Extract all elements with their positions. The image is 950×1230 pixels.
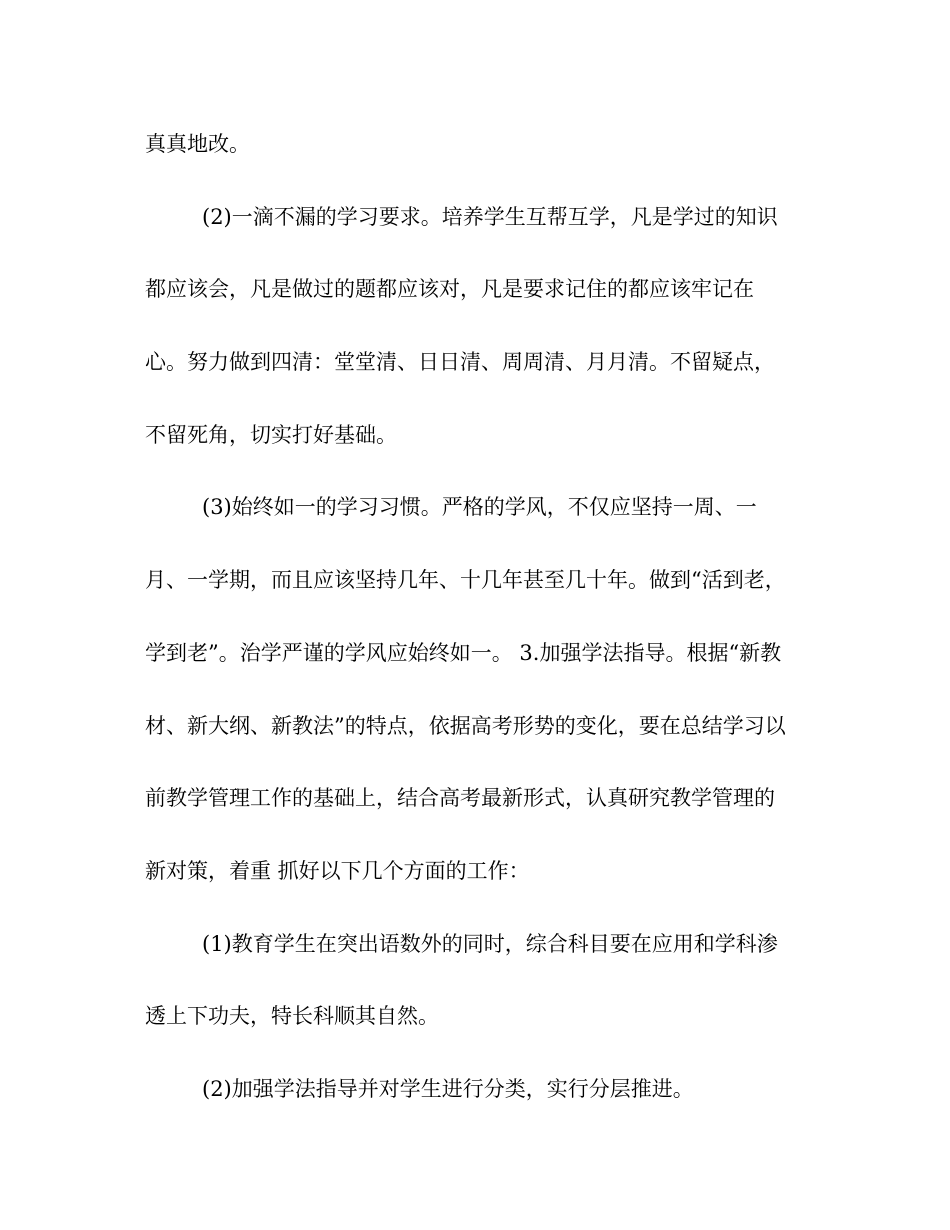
text-line: 月、一学期，而且应该坚持几年、十几年甚至几十年。做到“活到老， [145,568,786,592]
paragraph-start-line: (1)教育学生在突出语数外的同时，综合科目要在应用和学科渗 [202,932,778,956]
text-line: 材、新大纲、新教法”的特点，依据高考形势的变化，要在总结学习以 [145,714,786,738]
paragraph-start-line: (2)一滴不漏的学习要求。培养学生互帮互学，凡是学过的知识 [202,205,778,229]
text-line: 都应该会，凡是做过的题都应该对，凡是要求记住的都应该牢记在 [145,277,754,301]
paragraph-start-line: (2)加强学法指导并对学生进行分类，实行分层推进。 [202,1077,694,1101]
text-line: 学到老”。治学严谨的学风应始终如一。 3.加强学法指导。根据“新教 [145,641,782,665]
text-line: 心。努力做到四清：堂堂清、日日清、周周清、月月清。不留疑点， [145,350,775,374]
text-line: 前教学管理工作的基础上，结合高考最新形式，认真研究教学管理的 [145,786,775,810]
text-line: 新对策，着重 抓好以下几个方面的工作： [145,859,530,883]
text-line: 透上下功夫，特长科顺其自然。 [145,1004,439,1028]
text-line: 真真地改。 [145,132,250,156]
text-line: 不留死角，切实打好基础。 [145,423,397,447]
paragraph-start-line: (3)始终如一的学习习惯。严格的学风，不仅应坚持一周、一 [202,495,757,519]
